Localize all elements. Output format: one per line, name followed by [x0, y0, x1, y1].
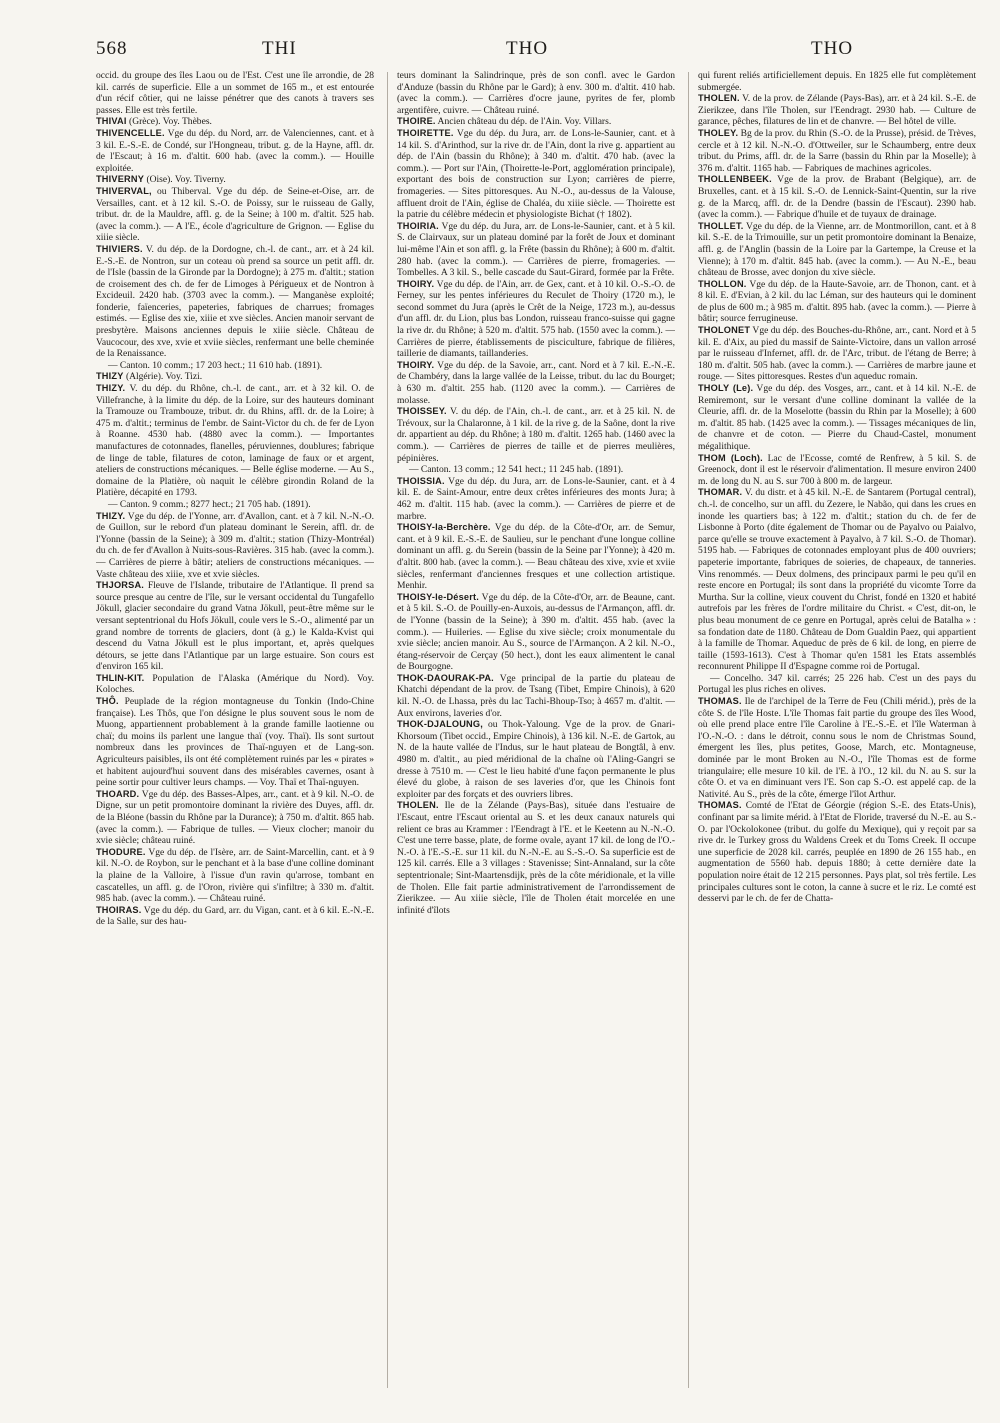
entry-headword: THOLEN. — [698, 93, 740, 104]
dictionary-entry — [698, 325, 976, 383]
dictionary-entry — [397, 719, 675, 800]
dictionary-entry — [698, 93, 976, 128]
text-column-1 — [96, 70, 374, 1388]
entry-headword: THIZY. — [96, 383, 126, 394]
entry-text: Vge du dép. du Gard, arr. du Vigan, cant. et à 6 kil. E.-N.-E. de la Salle, sur des hau- — [96, 904, 374, 928]
text-column-2 — [397, 70, 675, 1388]
entry-text: Vge du dép. de la Savoie, arr., cant. Nord et à 7 kil. E.-N.-E. de Chambéry, dans la large vallée de la Leisse, tribut. du lac du Bourget; à 630 m. d'altit. 255 hab. (1120 avec la comm.). — Carrières de molasse. — [397, 359, 675, 406]
dictionary-entry — [397, 279, 675, 360]
entry-headword: THOISY-la-Berchère. — [397, 522, 491, 533]
entry-text: Vge principal de la partie du plateau de Khatchi dépendant de la prov. de Tsang (Tibet, Empire Chinois), à 620 kil. N.-O. de Lhassa, près du lac Tachi-Bhoup-Tso; à 4657 m. d'altit. — Aux environs, laveries d'or. — [397, 672, 675, 719]
entry-headword: THOISSEY. — [397, 406, 447, 417]
entry-text: Ile de la Zélande (Pays-Bas), située dans l'estuaire de l'Escaut, entre l'Escaut oriental au S. et les deux canaux naturels qui relient ce bras au Krammer : l'Eendragt à l'E. et le Keetenn au N.-N.-O. C'est une terre basse, plate, de forme ovale, ayant 17 kil. de long de l'O.-N.-O. à l'E.-S.-E. sur 11 kil. du N.-N.-E. au S.-S.-O. Sa superficie est de 125 kil. carrés. Elle a 3 villages : Stavenisse; Sint-Annaland, sur la côte septentrionale; Sint-Maartensdijk, près de la côte méridionale, et la ville de Tholen. Elle fait partie administrativement de l'arrondissement de Zierikzee. — Au xiiie siècle, l'île de Tholen était morcelée en une infinité d'îlots — [397, 800, 675, 916]
entry-headword: THOLEN. — [397, 800, 439, 811]
dictionary-entry — [397, 70, 675, 116]
dictionary-entry — [96, 174, 374, 186]
dictionary-entry — [698, 487, 976, 673]
dictionary-entry — [397, 800, 675, 916]
dictionary-entry — [96, 186, 374, 244]
page-number: 568 — [96, 38, 128, 59]
entry-headword: THOIRETTE. — [397, 127, 454, 138]
running-head-center: THO — [506, 38, 549, 59]
entry-headword: THÔ. — [96, 696, 119, 707]
entry-text: Vge du dép. de la Haute-Savoie, arr. de Thonon, cant. et à 8 kil. E. d'Evian, à 2 kil. du lac Léman, sur des hauteurs qui le dominent de plus de 600 m.; à 985 m. d'altit. 895 hab. (avec la comm.). — Pierre à bâtir; source ferrugineuse. — [698, 278, 976, 325]
dictionary-entry — [698, 696, 976, 800]
entry-text: Vge du dép. de l'Yonne, arr. d'Avallon, cant. et à 7 kil. N.-N.-O. de Guillon, sur le rebord d'un plateau dominant le Serein, affl. dr. de l'Yonne (bassin de la Seine); à 309 m. d'altit.; station (Thizy-Montréal) du ch. de fer d'Avallon à Nuits-sous-Ravières. 315 hab. (avec la comm.). — Carrières de pierre à bâtir; ateliers de constructions mécaniques. — Vaste château des xiiie, xve et xvie siècles. — [96, 510, 374, 580]
dictionary-entry — [96, 128, 374, 174]
entry-headword: THOIRY. — [397, 278, 435, 289]
dictionary-entry — [397, 673, 675, 719]
entry-text: (Algérie). Voy. Tizi. — [125, 371, 203, 383]
entry-text: Vge du dép. des Vosges, arr., cant. et à 14 kil. N.-E. de Remiremont, sur le versant d'une colline dominant la vallée de la Cleurie, affl. dr. de la Moselotte (bassin du Rhin par la Moselle); à 600 m. d'altit. 85 hab. (1425 avec la comm.). — Tissages mécaniques de lin, de chanvre et de coton. — Pierre du Chaud-Castel, monument mégalithique. — [698, 383, 976, 452]
entry-headword: THOM (Loch). — [698, 452, 763, 463]
entry-text: Vge du dép. de la Côte-d'Or, arr. de Beaune, cant. et à 5 kil. S.-O. de Pouilly-en-Auxois, au-dessus de l'Armançon, affl. dr. de l'Yonne (bassin de la Seine); à 390 m. d'altit. 455 hab. (avec la comm.). — Huileries. — Eglise du xive siècle; croix monumentale du xvie siècle; ancien manoir. Au S., source de l'Armançon. A 2 kil. N.-O., étang-réservoir de Cerçay (50 hect.), dont les eaux alimentent le canal de Bourgogne. — [397, 591, 675, 673]
dictionary-entry — [96, 371, 374, 383]
entry-headword: THIVENCELLE. — [96, 127, 165, 138]
entry-headword: THOMAS. — [698, 696, 742, 707]
entry-text: Vge du dép. du Jura, arr. de Lons-le-Saunier, cant. et à 5 kil. S. de Clairvaux, sur un plateau dominé par la forêt de Joux et dominant lui-même l'Ain et son affl. g. la Frête (bassin du Rhône); à 600 m. d'altit. 280 hab. (avec la comm.). — Carrières de pierre, fromageries. — Tombelles. A 3 kil. S., belle cascade du Saut-Girard, formée par la Frête. — [397, 220, 675, 279]
dictionary-entry — [397, 116, 675, 128]
dictionary-entry — [698, 70, 976, 93]
entry-headword: THOK-DJALOUNG, — [397, 719, 483, 730]
entry-text: Ancien château du dép. de l'Ain. Voy. Villars. — [437, 116, 612, 128]
entry-headword: THIZY — [96, 371, 124, 382]
entry-headword: THOISSIA. — [397, 475, 445, 486]
entry-text: Vge du dép. du Nord, arr. de Valenciennes, cant. et à 3 kil. E.-S.-E. de Condé, sur l'Hongneau, tribut. g. de la Hayne, affl. dr. de l'Escaut; à 16 m. d'altit. 600 hab. (avec la comm.). — Houille exploitée. — [96, 127, 374, 174]
dictionary-entry — [96, 244, 374, 360]
dictionary-entry — [698, 453, 976, 488]
dictionary-entry — [96, 70, 374, 116]
dictionary-entry — [698, 128, 976, 174]
entry-text: Vge du dép. de la Côte-d'Or, arr. de Semur, cant. et à 9 kil. E.-S.-E. de Saulieu, sur le penchant d'une longue colline dominant un affl. g. du Serein (bassin de la Seine par l'Yonne); à 420 m. d'altit. 800 hab. (avec la comm.). — Beau château des xive, xvie et xviie siècles, renfermant d'anciennes fresques et une collection artistique. Menhir. — [397, 522, 675, 592]
entry-headword: THOLLET. — [698, 220, 744, 231]
entry-text: Fleuve de l'Islande, tributaire de l'Atlantique. Il prend sa source presque au centre de l'île, sur le versant occidental du Tungafello Jökull, glacier secondaire du grand Vatna Jökull, peut-être même sur le versant septentrional du Hofs Jökull, coule vers le S.-O., alimenté par un grand nombre de torrents de glaciers, dont (à g.) le Kalda-Kvist qui descend du Vatna Jökull est le plus important, et, après quelques détours, se jette dans l'Atlantique par un large estuaire. Son cours est d'environ 165 kil. — [96, 580, 374, 673]
entry-text: Vge du dép. des Bouches-du-Rhône, arr., cant. Nord et à 5 kil. E. d'Aix, au pied du massif de Sainte-Victoire, dans un vallon arrosé par le ruisseau d'Infernet, affl. dr. de l'Arc, tribut. de l'étang de Berre; à 180 m. d'altit. 505 hab. (avec la comm.). — Carrières de marbre jaune et rouge. — Sites pittoresques. Restes d'un aqueduc romain. — [698, 325, 976, 383]
running-head-right: THO — [811, 38, 854, 59]
entry-headword: THOLLON. — [698, 278, 747, 289]
entry-headword: THOIRAS. — [96, 904, 142, 915]
entry-headword: THOLY (Le). — [698, 383, 754, 394]
entry-headword: THIVERNY — [96, 174, 145, 185]
entry-headword: THOLONET — [698, 325, 751, 336]
dictionary-entry — [96, 580, 374, 673]
text-column-3 — [698, 70, 976, 1388]
entry-text: Vge du dép. du Jura, arr. de Lons-le-Saunier, cant. et à 4 kil. E. de Saint-Amour, entre deux crêtes inférieures des monts Jura; à 462 m. d'altit. 115 hab. (avec la comm.). — Carrières de pierre et de marbre. — [397, 475, 675, 522]
canton-note: — Canton. 10 comm.; 17 203 hect.; 11 610 hab. (1891). — [108, 359, 323, 371]
entry-text: Comté de l'Etat de Géorgie (région S.-E. des Etats-Unis), confinant par sa limite mérid. à l'Etat de Floride, traversé du N.-E. au S.-O. par l'Ockolokonee (tribut. du golfe du Mexique), qui y reçoit par sa rive dr. le Turkey gross du Waldens Creek et du Toms Creek. Il occupe une superficie de 2028 kil. carrés, peuplée en 1890 de 26 155 hab., en augmentation de 5560 hab. depuis 1880; à cette dernière date la population noire était de 12 215 personnes. Pays plat, sol très fertile. Les principales cultures sont le coton, la canne à sucre et le riz. Le comté est desservi par le ch. de fer de Chatta- — [698, 800, 976, 905]
dictionary-entry — [698, 221, 976, 279]
dictionary-entry — [96, 789, 374, 847]
entry-headword: THJORSA. — [96, 580, 145, 591]
entry-text: occid. du groupe des îles Laou ou de l'Est. C'est une île arrondie, de 28 kil. carrés de superficie. Elle a un sommet de 165 m., et est entourée d'un récif côtier, qui ne laisse pénétrer que des canots à travers ses passes. Elle est très fertile. — [96, 70, 374, 116]
entry-headword: THODURE. — [96, 846, 146, 857]
dictionary-entry — [698, 279, 976, 325]
entry-text: ou Thiberval. Vge du dép. de Seine-et-Oise, arr. de Versailles, cant. et à 12 kil. S.-O. de Poissy, sur le ruisseau de Gally, tribut. dr. de la Mauldre, affl. g. de la Seine; à 100 m. d'altit. 525 hab. (avec la comm.). — A l'E., école d'agriculture de Grignon. — Eglise du xiiie siècle. — [96, 185, 374, 244]
entry-headword: THOISY-le-Désert. — [397, 591, 480, 602]
entry-headword: THOIRE. — [397, 116, 436, 127]
dictionary-entry — [397, 406, 675, 464]
canton-note: — Canton. 13 comm.; 12 541 hect.; 11 245 hab. (1891). — [409, 464, 624, 476]
entry-headword: THIVERVAL, — [96, 185, 152, 196]
entry-text: Vge du dép. de la Vienne, arr. de Montmorillon, cant. et à 8 kil. S.-E. de la Trimouille, sur un petit promontoire dominant la Benaize, affl. g. de l'Anglin (bassin de la Loire par la Gartempe, la Creuse et la Vienne); à 170 m. d'altit. 845 hab. (avec la comm.). — Au N.-E., beau château de Brosse, avec donjon du xive siècle. — [698, 220, 976, 279]
entry-headword: THOK-DAOURAK-PA. — [397, 672, 494, 683]
entry-headword: THIVIERS. — [96, 243, 143, 254]
entry-text: (Grèce). Voy. Thèbes. — [129, 116, 212, 128]
dictionary-entry — [96, 847, 374, 905]
entry-headword: THIVAI — [96, 116, 127, 127]
dictionary-entry — [698, 383, 976, 453]
entry-headword: THOMAS. — [698, 800, 742, 811]
dictionary-entry — [96, 511, 374, 581]
dictionary-entry — [397, 476, 675, 522]
entry-text: Vge du dép. de l'Ain, arr. de Gex, cant. et à 10 kil. O.-S.-O. de Ferney, sur les pentes inférieures du Reculet de Thoiry (1720 m.), le second sommet du Jura (après le Crêt de la Neige, 1723 m.), au-dessus d'un affl. dr. du Lion, plus bas London, ruisseau franco-suisse qui gagne la rive dr. du Rhône; à 520 m. d'altit. 575 hab. (1550 avec la comm.). — Carrières de pierre, établissements de pisciculture, fabrique de filières, taillerie de diamants, taillanderies. — [397, 278, 675, 360]
entry-text: qui furent reliés artificiellement depuis. En 1825 elle fut complètement submergée. — [698, 70, 976, 93]
dictionary-entry — [698, 800, 976, 904]
entry-text: Ile de l'archipel de la Terre de Feu (Chili mérid.), près de la côte S. de l'île Hoste. L'île Thomas fait partie du groupe des îles Wood, où elle prend place entre l'île Caroline à l'E.-S.-E. et l'île Waterman à l'O.-N.-O. : dans le détroit, connu sous le nom de Christmas Sound, émergent les îles, plus petites, Goose, March, etc. Montagneuse, dominée par le mont Broken au N.-O., l'île Thomas est de forme triangulaire; elle mesure 10 kil. de l'E. à l'O., 12 kil. du N. au S. sur la côte O. et va en diminuant vers l'E. Son cap S.-O. est appelé cap. de la Nativité. Au S., près de la côte, émerge l'îlot Arthur. — [698, 696, 976, 800]
entry-text: Vge du dép. du Jura, arr. de Lons-le-Saunier, cant. et à 14 kil. S. d'Arinthod, sur la rive dr. de l'Ain, dont la rive g. appartient au dép. de l'Ain (bassin du Rhône); à 340 m. d'altit. 470 hab. (avec la comm.). — Port sur l'Ain, (Thoirette-le-Port, agglomération principale), exportant des bois de construction sur Lyon; carrières de pierre, fromageries. — Sites pittoresques. Au N.-O., au-dessus de la Valouse, affluent droit de l'Ain, église de Chaléa, du xiiie siècle. — Thoirette est la patrie du célèbre médecin et physiologiste Bichat († 1802). — [397, 127, 675, 221]
entry-text: Peuplade de la région montagneuse du Tonkin (Indo-Chine française). Les Thôs, que l'on désigne le plus souvent sous le nom de Muong, appartiennent probablement à la grande famille laotienne ou chaï; du moins ils parlent une langue thaï (voy. Thaï). Ils sont surtout nombreux dans les provinces de Thaï-nguyen et de Lang-son. Agriculteurs paisibles, ils ont été complètement ruinés par les « pirates » et habitent aujourd'hui souvent dans des misérables cavernes, osant à peine sortir pour cultiver leurs champs. — Voy. Thaï et Thaï-nguyen. — [96, 696, 374, 789]
entry-headword: THOARD. — [96, 788, 140, 799]
entry-text: V. du dép. de la Dordogne, ch.-l. de cant., arr. et à 24 kil. E.-S.-E. de Nontron, sur un coteau où prend sa source un petit affl. dr. de l'Isle (bassin de la Gironde par la Dordogne); à 275 m. d'altit.; station de croisement des ch. de fer de Limoges à Périgueux et de Nontron à Excideuil. 2420 hab. (3703 avec la comm.). — Manganèse exploité; fonderie, faïenceries, papeteries, fabriques de charrues; fromages estimés. — Eglise des xie, xiiie et xve siècles. Ancien manoir servant de presbytère. Maisons anciennes depuis le xiiie siècle. Château de Vaucocour, des xve, xvie et xviie siècles, renfermant une belle cheminée de la Renaissance. — [96, 243, 374, 360]
entry-text: Lac de l'Ecosse, comté de Renfrew, à 5 kil. S. de Greenock, dont il est le réservoir d'alimentation. Il mesure environ 2400 m. de long du N. au S. sur 700 à 800 m. de largeur. — [698, 452, 976, 487]
running-head-left: THI — [262, 38, 297, 59]
entry-text: Bg de la prov. du Rhin (S.-O. de la Prusse), présid. de Trèves, cercle et à 12 kil. N.-N.-O. d'Ottweiler, sur le Schaumberg, entre deux tribut. du Prims, affl. dr. de la Sarre (bassin du Rhin par la Moselle); à 376 m. d'altit. 1165 hab. — Fabriques de machines agricoles. — [698, 127, 976, 174]
column-divider — [387, 72, 388, 1388]
canton-note: — Concelho. 347 kil. carrés; 25 226 hab. C'est un des pays du Portugal les plus riches en olives. — [698, 672, 976, 696]
dictionary-entry — [96, 383, 374, 499]
entry-text: ou Thok-Yaloung. Vge de la prov. de Gnari-Khorsoum (Tibet occid., Empire Chinois), à 136 kil. N.-E. de Gartok, au N. de la haute vallée de l'Indus, sur le haut plateau de Bongtâl, à env. 4980 m. d'altit., au pied méridional de la chaîne où l'Aling-Gangri se dresse à 7510 m. — C'est le lieu habité d'une façon permanente le plus élevé du globe, à raison de ses laveries d'or, que les Chinois font exploiter par des forçats et des ouvriers libres. — [397, 719, 675, 800]
entry-headword: THOMAR. — [698, 487, 743, 498]
entry-text: V. du dép. de l'Ain, ch.-l. de cant., arr. et à 25 kil. N. de Trévoux, sur la Chalaronne, à 1 kil. de la rive g. de la Saône, dont la rive dr. appartient au dép. du Rhône; à 180 m. d'altit. 1265 hab. (1460 avec la comm.). — Carrières de pierres de taille et de pierres meulières, pépinières. — [397, 406, 675, 464]
entry-headword: THIZY. — [96, 510, 126, 521]
entry-text: V. du dép. du Rhône, ch.-l. de cant., arr. et à 32 kil. O. de Villefranche, à la limite du dép. de la Loire, sur des hauteurs dominant la Tramouze ou Trambouze, tribut. dr. du Rhins, affl. dr. de la Loire; à 475 m. d'altit.; terminus de l'embr. de Saint-Victor du ch. de fer de Lyon à Roanne. 4530 hab. (4880 avec la comm.). — Importantes manufactures de cotonnades, flanelles, péruviennes, doublures; fabrique de linge de table, filatures de coton, laminage de faux or et argent, ateliers de constructions mécaniques. — Belle église moderne. — Au S., domaine de la Platière, où naquit le célèbre girondin Roland de la Platière, décapité en 1793. — [96, 383, 374, 499]
entry-text: (Oise). Voy. Tiverny. — [146, 174, 226, 186]
dictionary-entry — [96, 673, 374, 696]
entry-text: V. de la prov. de Zélande (Pays-Bas), arr. et à 24 kil. S.-E. de Zierikzee, dans l'île Tholen, sur l'Eendragt. 2930 hab. — Culture de garance, pêches, filatures de lin et de chanvre. — Bel hôtel de ville. — [698, 93, 976, 128]
dictionary-entry — [698, 174, 976, 220]
entry-headword: THOLLENBEEK. — [698, 174, 772, 185]
entry-text: Vge du dép. de l'Isère, arr. de Saint-Marcellin, cant. et à 9 kil. N.-O. de Roybon, sur le penchant et à la base d'une colline dominant la plaine de la Valloire, à l'issue d'un ravin qu'arrose, tombant en cascatelles, un affl. g. de l'Oron, rivière qui s'infiltre; à 330 m. d'altit. 985 hab. (avec la comm.). — Château ruiné. — [96, 846, 374, 905]
dictionary-entry — [96, 696, 374, 789]
canton-note: — Canton. 9 comm.; 8277 hect.; 21 705 hab. (1891). — [108, 498, 311, 510]
entry-text: Vge de la prov. de Brabant (Belgique), arr. de Bruxelles, cant. et à 15 kil. S.-O. de Lennick-Saint-Quentin, sur la rive g. de la Marcq, affl. dr. de la Dendre (bassin de l'Escaut). 2390 hab. (avec la comm.). — Fabrique d'huile et de tuyaux de drainage. — [698, 174, 976, 221]
dictionary-entry — [397, 221, 675, 279]
entry-headword: THOIRIA. — [397, 220, 439, 231]
entry-text: V. du distr. et à 45 kil. N.-E. de Santarem (Portugal central), ch.-l. de concelho, sur un affl. du Zezere, le Nabão, qui dans les crues en inonde les quartiers bas; à 122 m. d'altit.; station du ch. de fer de Lisbonne à Porto (dite également de Thomar ou de Payalvo ou Paialvo, parce qu'elle se trouve exactement à Payalvo, à 7 kil. S.-O. de Thomar). 5195 hab. — Fabriques de cotonnades employant plus de 400 ouvriers; papeterie importante, fabriques de soieries, de chapeaux, de tanneries. Vins renommés. — Deux dolmens, des principaux parmi le peu qu'il en reste encore en Portugal; ils sont dans la propriété du vicomte Torre da Murtha. Sur la colline, vieux couvent du Christ, fondé en 1320 et habité autrefois par les frères de l'ordre militaire du Christ. « C'est, dit-on, le plus beau monument de ce genre en Portugal, après celui de Batalha » : sa fondation date de 1180. Château de Dom Gualdin Paez, qui appartient à la famille de Thomar. Aqueduc de près de 6 kil. de long, en pierre de taille (1593-1613). C'est à Thomar qu'en 1581 les Etats assemblés reconnurent Philippe II d'Espagne comme roi de Portugal. — [698, 487, 976, 673]
entry-text: Vge du dép. des Basses-Alpes, arr., cant. et à 9 kil. N.-O. de Digne, sur un petit promontoire dominant la rivière des Duyes, affl. dr. de la Bléone (bassin du Rhône par la Durance); à 750 m. d'altit. 865 hab. (avec la comm.). — Fabrique de tulles. — Vieux clocher; manoir du xvie siècle; château ruiné. — [96, 788, 374, 847]
entry-headword: THOLEY. — [698, 127, 739, 138]
dictionary-entry — [397, 522, 675, 592]
dictionary-entry — [397, 128, 675, 221]
entry-text: Population de l'Alaska (Amérique du Nord). Voy. Koloches. — [96, 672, 374, 696]
dictionary-entry — [96, 905, 374, 928]
dictionary-entry — [96, 116, 374, 128]
entry-text: teurs dominant la Salindrinque, près de son confl. avec le Gardon d'Anduze (bassin du Rhône par le Gard); à env. 300 m. d'altit. 410 hab. (avec la comm.). — Carrières d'ocre jaune, pyrites de fer, plomb argentifère, cuivre. — Château ruiné. — [397, 70, 675, 116]
column-divider — [688, 72, 689, 1388]
dictionary-entry — [397, 360, 675, 406]
dictionary-entry — [397, 592, 675, 673]
entry-headword: THLIN-KIT. — [96, 672, 145, 683]
entry-headword: THOIRY. — [397, 359, 435, 370]
